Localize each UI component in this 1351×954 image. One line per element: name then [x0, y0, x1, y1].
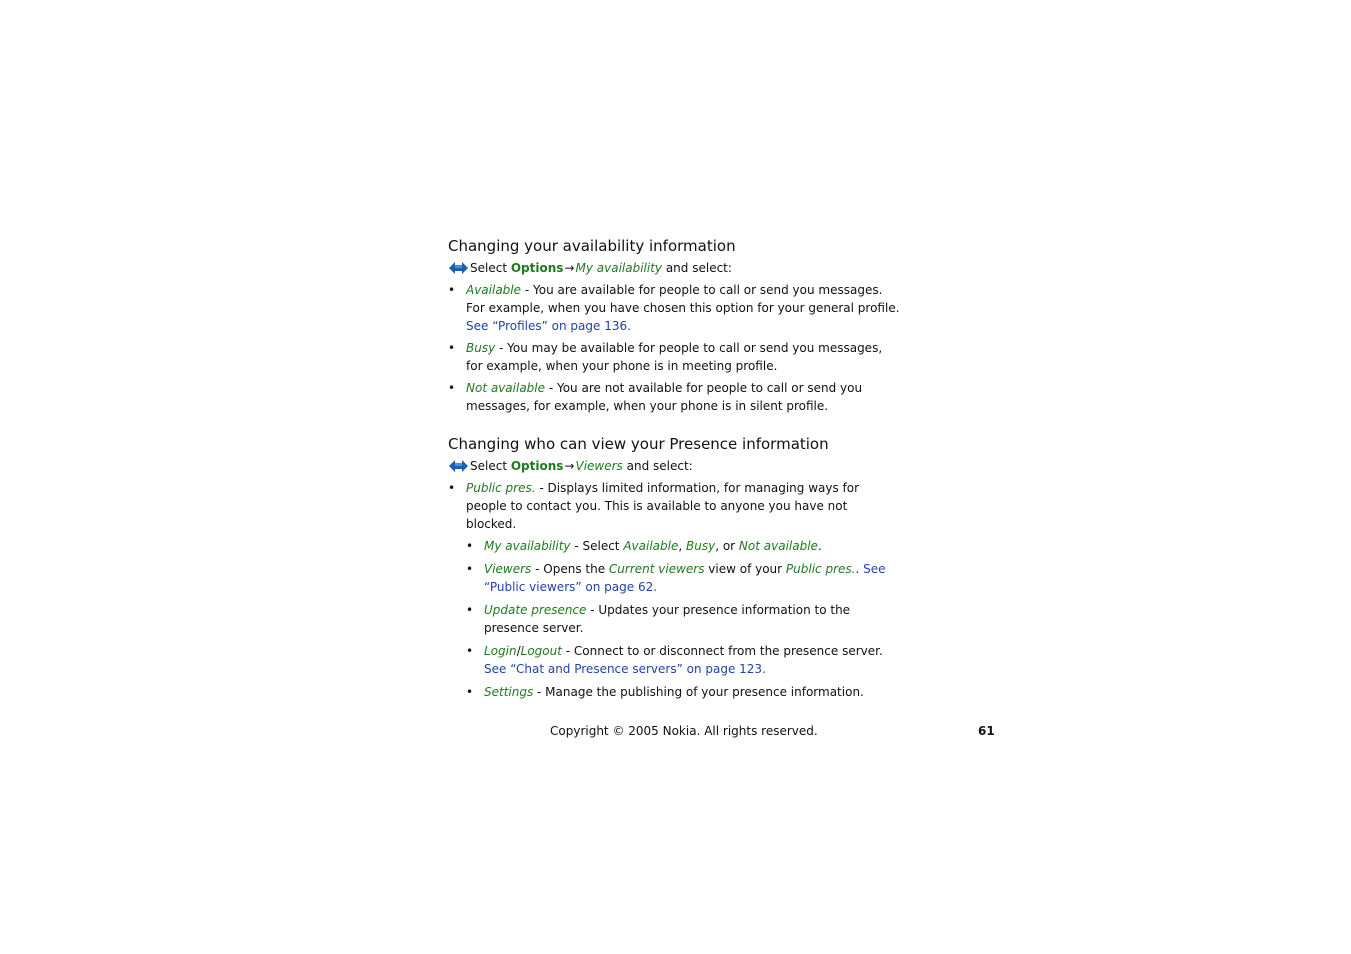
term-busy: Busy: [466, 341, 496, 355]
menu-path-suffix: and select:: [662, 261, 732, 275]
availability-options-list: [448, 281, 900, 415]
menu-path-viewers: [448, 457, 900, 475]
menu-path-suffix: and select:: [622, 459, 693, 473]
term-available: Available: [623, 539, 679, 553]
public-pres-suboptions-list: [466, 537, 900, 701]
menu-options: Options: [510, 261, 564, 275]
description-text: - You may be available for people to call or send you messages, for example, when your phone is in meeting profile.: [466, 341, 883, 373]
term-not-available: Not available: [466, 381, 546, 395]
section-heading-presence: Changing who can view your Presence information: [448, 435, 829, 453]
term-settings: Settings: [484, 685, 534, 699]
description-text: - Manage the publishing of your presence information.: [533, 685, 864, 699]
bullet: •: [466, 562, 474, 576]
menu-path-availability: [448, 259, 900, 277]
menu-item-viewers: Viewers: [575, 459, 623, 473]
term-available: Available: [466, 283, 522, 297]
description-text: - Select: [570, 539, 624, 553]
list-item-not-available: [448, 379, 900, 415]
bullet: •: [448, 381, 456, 395]
copyright-notice: Copyright © 2005 Nokia. All rights reserved.: [550, 724, 818, 738]
description-text: - You are not available for people to call or send you messages, for example, when your phone is in silent profile.: [466, 381, 863, 413]
list-item-update-presence: [466, 601, 900, 637]
description-text: - You are available for people to call or send you messages. For example, when you have chosen this option for your general profile.: [466, 283, 900, 315]
term-my-availability: My availability: [484, 539, 571, 553]
description-text: - Updates your presence information to the presence server.: [484, 603, 851, 635]
period: .: [817, 539, 822, 553]
list-item-available: [448, 281, 900, 335]
blue-arrow-icon: [448, 260, 469, 276]
list-item-settings: [466, 683, 900, 701]
list-item-public-pres: [448, 479, 900, 701]
presence-options-list: [448, 479, 900, 701]
page-number: 61: [978, 724, 995, 738]
term-login: Login: [484, 644, 517, 658]
term-logout: Logout: [520, 644, 562, 658]
section-heading-availability: Changing your availability information: [448, 237, 736, 255]
bullet: •: [466, 603, 474, 617]
bullet: •: [466, 539, 474, 553]
separator: , or: [715, 539, 739, 553]
term-update-presence: Update presence: [484, 603, 587, 617]
menu-path-arrow: →: [564, 261, 575, 275]
description-text: view of your: [704, 562, 786, 576]
term-not-available: Not available: [738, 539, 818, 553]
list-item-login-logout: [466, 642, 900, 678]
link-public-viewers[interactable]: See “Public viewers” on page 62.: [484, 562, 886, 594]
menu-options: Options: [510, 459, 564, 473]
list-item-busy: [448, 339, 900, 375]
description-text: .: [855, 562, 864, 576]
list-item-my-availability: [466, 537, 900, 555]
bullet: •: [448, 283, 456, 297]
blue-arrow-icon: [448, 458, 469, 474]
description-text: - Connect to or disconnect from the presence server.: [561, 644, 883, 658]
menu-path-arrow: →: [564, 459, 575, 473]
menu-path-prefix: Select: [470, 261, 511, 275]
bullet: •: [448, 481, 456, 495]
bullet: •: [466, 685, 474, 699]
page-content: [448, 236, 900, 706]
menu-item-my-availability: My availability: [575, 261, 663, 275]
menu-path-prefix: Select: [470, 459, 511, 473]
bullet: •: [466, 644, 474, 658]
bullet: •: [448, 341, 456, 355]
list-item-viewers: [466, 560, 900, 596]
description-text: - Displays limited information, for managing ways for people to contact you. This is available to anyone you have not blocked.: [466, 481, 860, 531]
separator: ,: [678, 539, 686, 553]
link-chat-presence-servers[interactable]: See “Chat and Presence servers” on page 123.: [484, 662, 766, 676]
term-public-pres: Public pres.: [466, 481, 536, 495]
term-public-pres: Public pres.: [785, 562, 856, 576]
term-busy: Busy: [686, 539, 716, 553]
slash: /: [516, 644, 521, 658]
description-text: - Opens the: [531, 562, 609, 576]
link-profiles[interactable]: See “Profiles” on page 136.: [466, 319, 631, 333]
term-viewers: Viewers: [484, 562, 532, 576]
term-current-viewers: Current viewers: [608, 562, 705, 576]
